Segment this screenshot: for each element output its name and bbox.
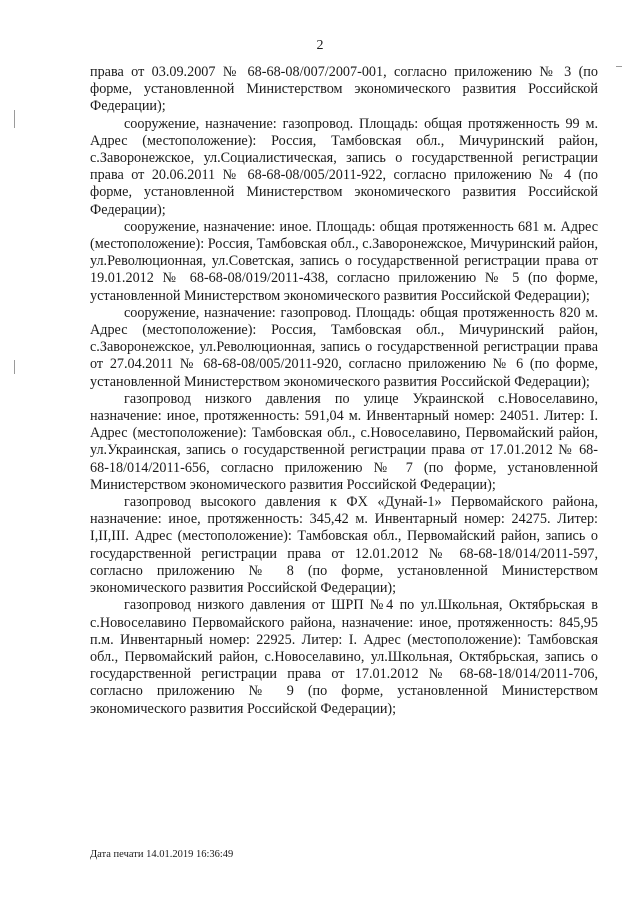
paragraph-item: сооружение, назначение: газопровод. Площадь: общая протяженность 99 м. Адрес (местоположение): Россия, Тамбовская обл., Мичуринский район, с.Заворонежское, ул.Социалистическая, запись о государственной регистрации права от 20.06.2011 № 68-68-08/005/2011-922, согласно приложению № 4 (по форме, установленной Министерством экономического развития Российской Федерации); (90, 115, 598, 218)
paragraph-item: сооружение, назначение: газопровод. Площадь: общая протяженность 820 м. Адрес (местоположение): Россия, Тамбовская обл., Мичуринский район, с.Заворонежское, ул.Революционная, запись о государственной регистрации права от 27.04.2011 № 68-68-08/005/2011-920, согласно приложению № 6 (по форме, установленной Министерством экономического развития Российской Федерации); (90, 304, 598, 390)
print-date: Дата печати 14.01.2019 16:36:49 (90, 849, 234, 860)
paragraph-item: газопровод низкого давления по улице Украинской с.Новоселавино, назначение: иное, протяженность: 591,04 м. Инвентарный номер: 24051. Литер: I. Адрес (местоположение): Тамбовская обл., с.Новоселавино, Первомайский район, ул.Украинская, запись о государственной регистрации права от 17.01.2012 № 68-68-18/014/2011-656, согласно приложению № 7 (по форме, установленной Министерством экономического развития Российской Федерации); (90, 390, 598, 493)
paragraph-item: газопровод низкого давления от ШРП №4 по ул.Школьная, Октябрьская в с.Новоселавино Первомайского района, назначение: иное, протяженность: 845,95 п.м. Инвентарный номер: 22925. Литер: I. Адрес (местоположение): Тамбовская обл., Первомайский район, с.Новоселавино, ул.Школьная, Октябрьская, запись о государственной регистрации права от 17.01.2012 № 68-68-18/014/2011-706, согласно приложению № 9 (по форме, установленной Министерством экономического развития Российской Федерации); (90, 597, 598, 717)
paragraph-item: газопровод высокого давления к ФХ «Дунай-1» Первомайского района, назначение: иное, протяженность: 345,42 м. Инвентарный номер: 24275. Литер: I,II,III. Адрес (местоположение): Тамбовская обл., Первомайский район, запись о государственной регистрации права от 12.01.2012 № 68-68-18/014/2011-597, согласно приложению № 8 (по форме, установленной Министерством экономического развития Российской Федерации); (90, 494, 598, 597)
scan-mark (14, 360, 15, 374)
document-body (90, 64, 598, 718)
paragraph-item: сооружение, назначение: иное. Площадь: общая протяженность 681 м. Адрес (местоположение): Россия, Тамбовская обл., с.Заворонежское, Мичуринский район, ул.Революционная, ул.Советская, запись о государственной регистрации права от 19.01.2012 № 68-68-08/019/2011-438, согласно приложению № 5 (по форме, установленной Министерством экономического развития Российской Федерации); (90, 218, 598, 304)
scan-mark (616, 66, 622, 67)
page-number: 2 (316, 38, 324, 53)
scan-mark (14, 110, 15, 128)
paragraph-continuation: права от 03.09.2007 № 68-68-08/007/2007-001, согласно приложению № 3 (по форме, установленной Министерством экономического развития Российской Федерации); (90, 64, 598, 115)
